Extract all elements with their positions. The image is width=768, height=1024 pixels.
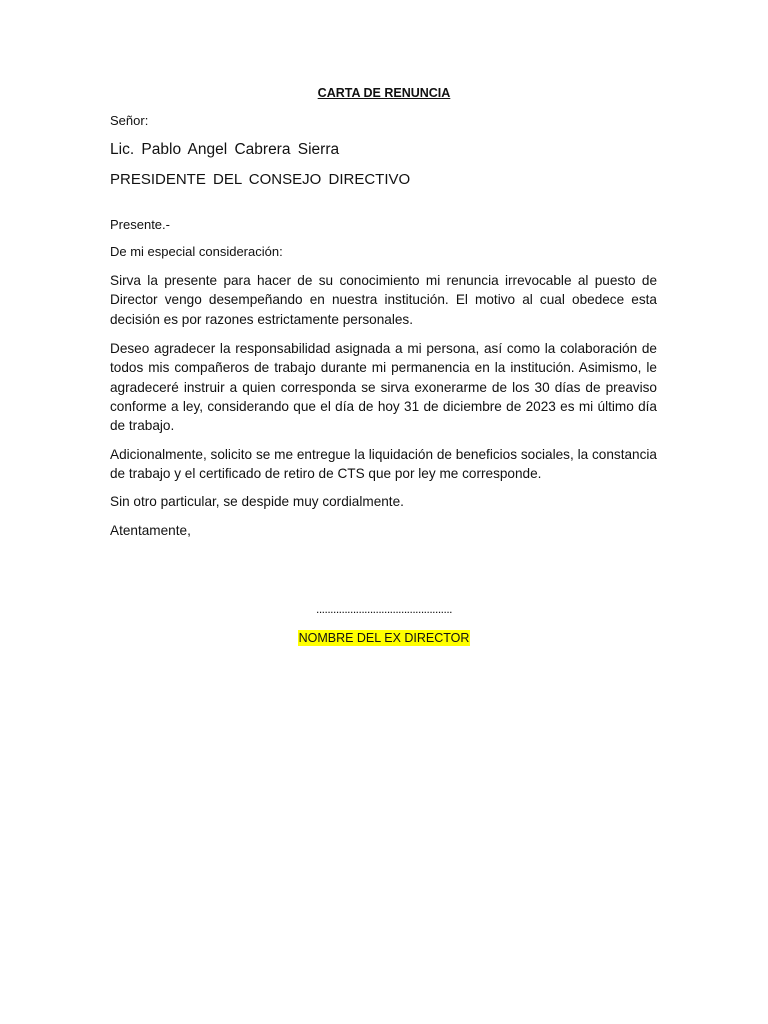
addressee-role: PRESIDENTE DEL CONSEJO DIRECTIVO [110, 171, 411, 188]
paragraph-resignation: Sirva la presente para hacer de su conocimiento mi renuncia irrevocable al puesto de Director vengo desempeñando en nuestra institución. El motivo al cual obedece esta decisión es por razones estrictamente personales. [110, 273, 657, 327]
addressee-name: Lic. Pablo Angel Cabrera Sierra [110, 141, 340, 158]
consideration-line: De mi especial consideración: [110, 244, 283, 259]
signature-name: NOMBRE DEL EX DIRECTOR [298, 631, 470, 645]
signature-line: ................................................ [315, 602, 453, 616]
signature-name-block [0, 631, 768, 645]
closing: Atentamente, [110, 523, 191, 538]
presente-line: Presente.- [110, 217, 170, 232]
paragraph-farewell: Sin otro particular, se despide muy cordialmente. [110, 494, 404, 509]
letter-title: CARTA DE RENUNCIA [317, 86, 451, 100]
paragraph-gratitude: Deseo agradecer la responsabilidad asignada a mi persona, así como la colaboración de todos mis compañeros de trabajo durante mi permanencia en la institución. Asimismo, le agradeceré instruir a quien corresponda se sirva exonerarme de los 30 días de preaviso conforme a ley, considerando que el día de hoy 31 de diciembre de 2023 es mi último día de trabajo. [110, 341, 657, 434]
salutation: Señor: [110, 113, 149, 128]
paragraph-request: Adicionalmente, solicito se me entregue la liquidación de beneficios sociales, la constancia de trabajo y el certificado de retiro de CTS que por ley me corresponde. [110, 447, 657, 482]
